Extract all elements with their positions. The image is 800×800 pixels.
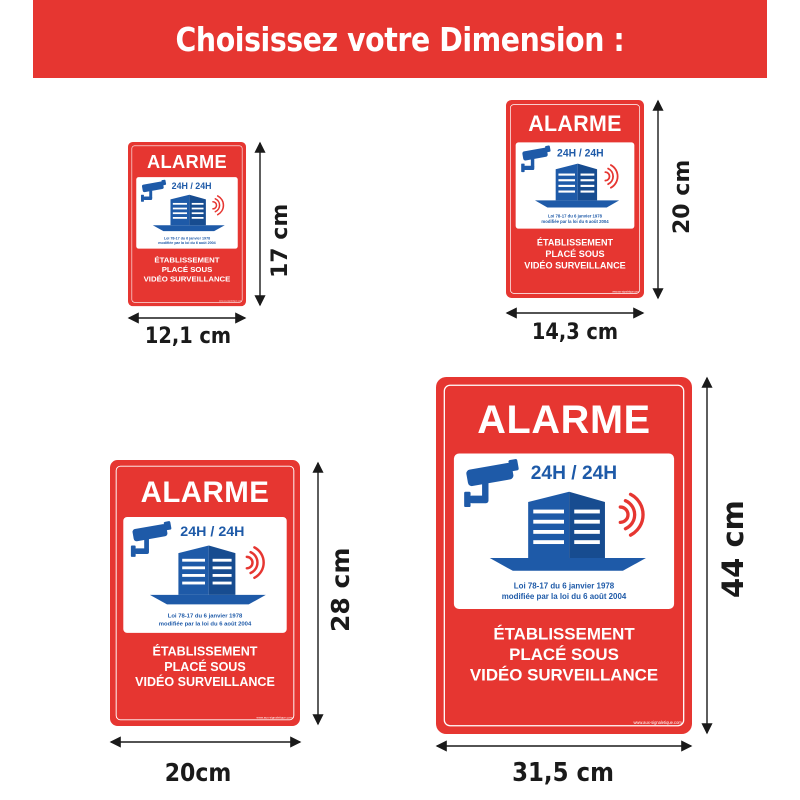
sign-law-text bbox=[123, 613, 286, 628]
footer-line-1: ÉTABLISSEMENT bbox=[152, 644, 258, 659]
sign-option-small[interactable] bbox=[128, 142, 246, 306]
law-line-1: Loi 78-17 du 6 janvier 1978 bbox=[547, 213, 603, 219]
sign-url: www.aux-signaletique.com bbox=[633, 719, 682, 726]
height-label-xlarge: 44 cm bbox=[716, 500, 750, 598]
law-line-2: modifiée par la loi du 6 août 2004 bbox=[501, 592, 627, 602]
alarm-sign bbox=[128, 142, 246, 306]
sign-title: ALARME bbox=[140, 475, 270, 509]
sign-hours: 24H / 24H bbox=[171, 181, 212, 192]
sign-option-xlarge[interactable] bbox=[436, 377, 692, 734]
sign-option-large[interactable] bbox=[110, 460, 300, 726]
footer-line-3: VIDÉO SURVEILLANCE bbox=[469, 665, 659, 685]
law-line-1: Loi 78-17 du 6 janvier 1978 bbox=[163, 236, 211, 241]
sign-law-text bbox=[454, 582, 674, 602]
sign-footer bbox=[436, 624, 692, 686]
alarm-sign bbox=[436, 377, 692, 734]
alarm-sign bbox=[506, 100, 644, 298]
width-label-large: 20cm bbox=[164, 758, 232, 787]
law-line-2: modifiée par la loi du 6 août 2004 bbox=[158, 620, 252, 627]
header-banner bbox=[33, 0, 767, 78]
sign-hours: 24H / 24H bbox=[530, 462, 618, 485]
height-label-large: 28 cm bbox=[326, 547, 355, 632]
law-line-1: Loi 78-17 du 6 janvier 1978 bbox=[167, 612, 243, 620]
sign-option-medium[interactable] bbox=[506, 100, 644, 298]
sign-hours: 24H / 24H bbox=[180, 523, 245, 540]
height-label-medium: 20 cm bbox=[670, 159, 695, 234]
sign-title: ALARME bbox=[477, 397, 651, 443]
law-line-2: modifiée par la loi du 6 août 2004 bbox=[158, 240, 216, 245]
footer-line-1: ÉTABLISSEMENT bbox=[493, 624, 635, 644]
sign-url: www.aux-signaletique.com bbox=[612, 290, 639, 294]
sign-hours: 24H / 24H bbox=[557, 147, 604, 160]
footer-line-2: PLACÉ SOUS bbox=[164, 659, 246, 674]
sign-pictogram-panel bbox=[123, 517, 286, 633]
width-label-xlarge: 31,5 cm bbox=[512, 758, 614, 788]
sign-footer bbox=[128, 256, 246, 284]
footer-line-3: VIDÉO SURVEILLANCE bbox=[524, 259, 626, 271]
sign-pictogram-panel bbox=[454, 454, 674, 610]
width-label-medium: 14,3 cm bbox=[531, 320, 619, 345]
footer-line-3: VIDÉO SURVEILLANCE bbox=[135, 674, 275, 690]
sign-law-text bbox=[516, 214, 635, 225]
width-label-small: 12,1 cm bbox=[144, 324, 232, 349]
footer-line-2: PLACÉ SOUS bbox=[161, 265, 213, 274]
law-line-1: Loi 78-17 du 6 janvier 1978 bbox=[513, 582, 615, 592]
law-line-2: modifiée par la loi du 6 août 2004 bbox=[541, 219, 609, 225]
alarm-sign bbox=[110, 460, 300, 726]
sign-url: www.aux-signaletique.com bbox=[219, 299, 242, 302]
sign-footer bbox=[506, 237, 644, 271]
footer-line-2: PLACÉ SOUS bbox=[509, 644, 619, 664]
sign-pictogram-panel bbox=[136, 177, 237, 248]
footer-line-3: VIDÉO SURVEILLANCE bbox=[143, 274, 231, 284]
sign-law-text bbox=[136, 236, 237, 245]
page-title: Choisissez votre Dimension : bbox=[175, 19, 625, 59]
sign-footer bbox=[110, 644, 300, 690]
footer-line-2: PLACÉ SOUS bbox=[545, 248, 605, 260]
height-label-small: 17 cm bbox=[268, 203, 293, 278]
sign-title: ALARME bbox=[146, 151, 228, 172]
sign-title: ALARME bbox=[528, 111, 622, 137]
sign-url: www.aux-signaletique.com bbox=[256, 715, 293, 720]
sign-pictogram-panel bbox=[516, 142, 635, 228]
footer-line-1: ÉTABLISSEMENT bbox=[154, 255, 220, 265]
footer-line-1: ÉTABLISSEMENT bbox=[536, 237, 614, 248]
